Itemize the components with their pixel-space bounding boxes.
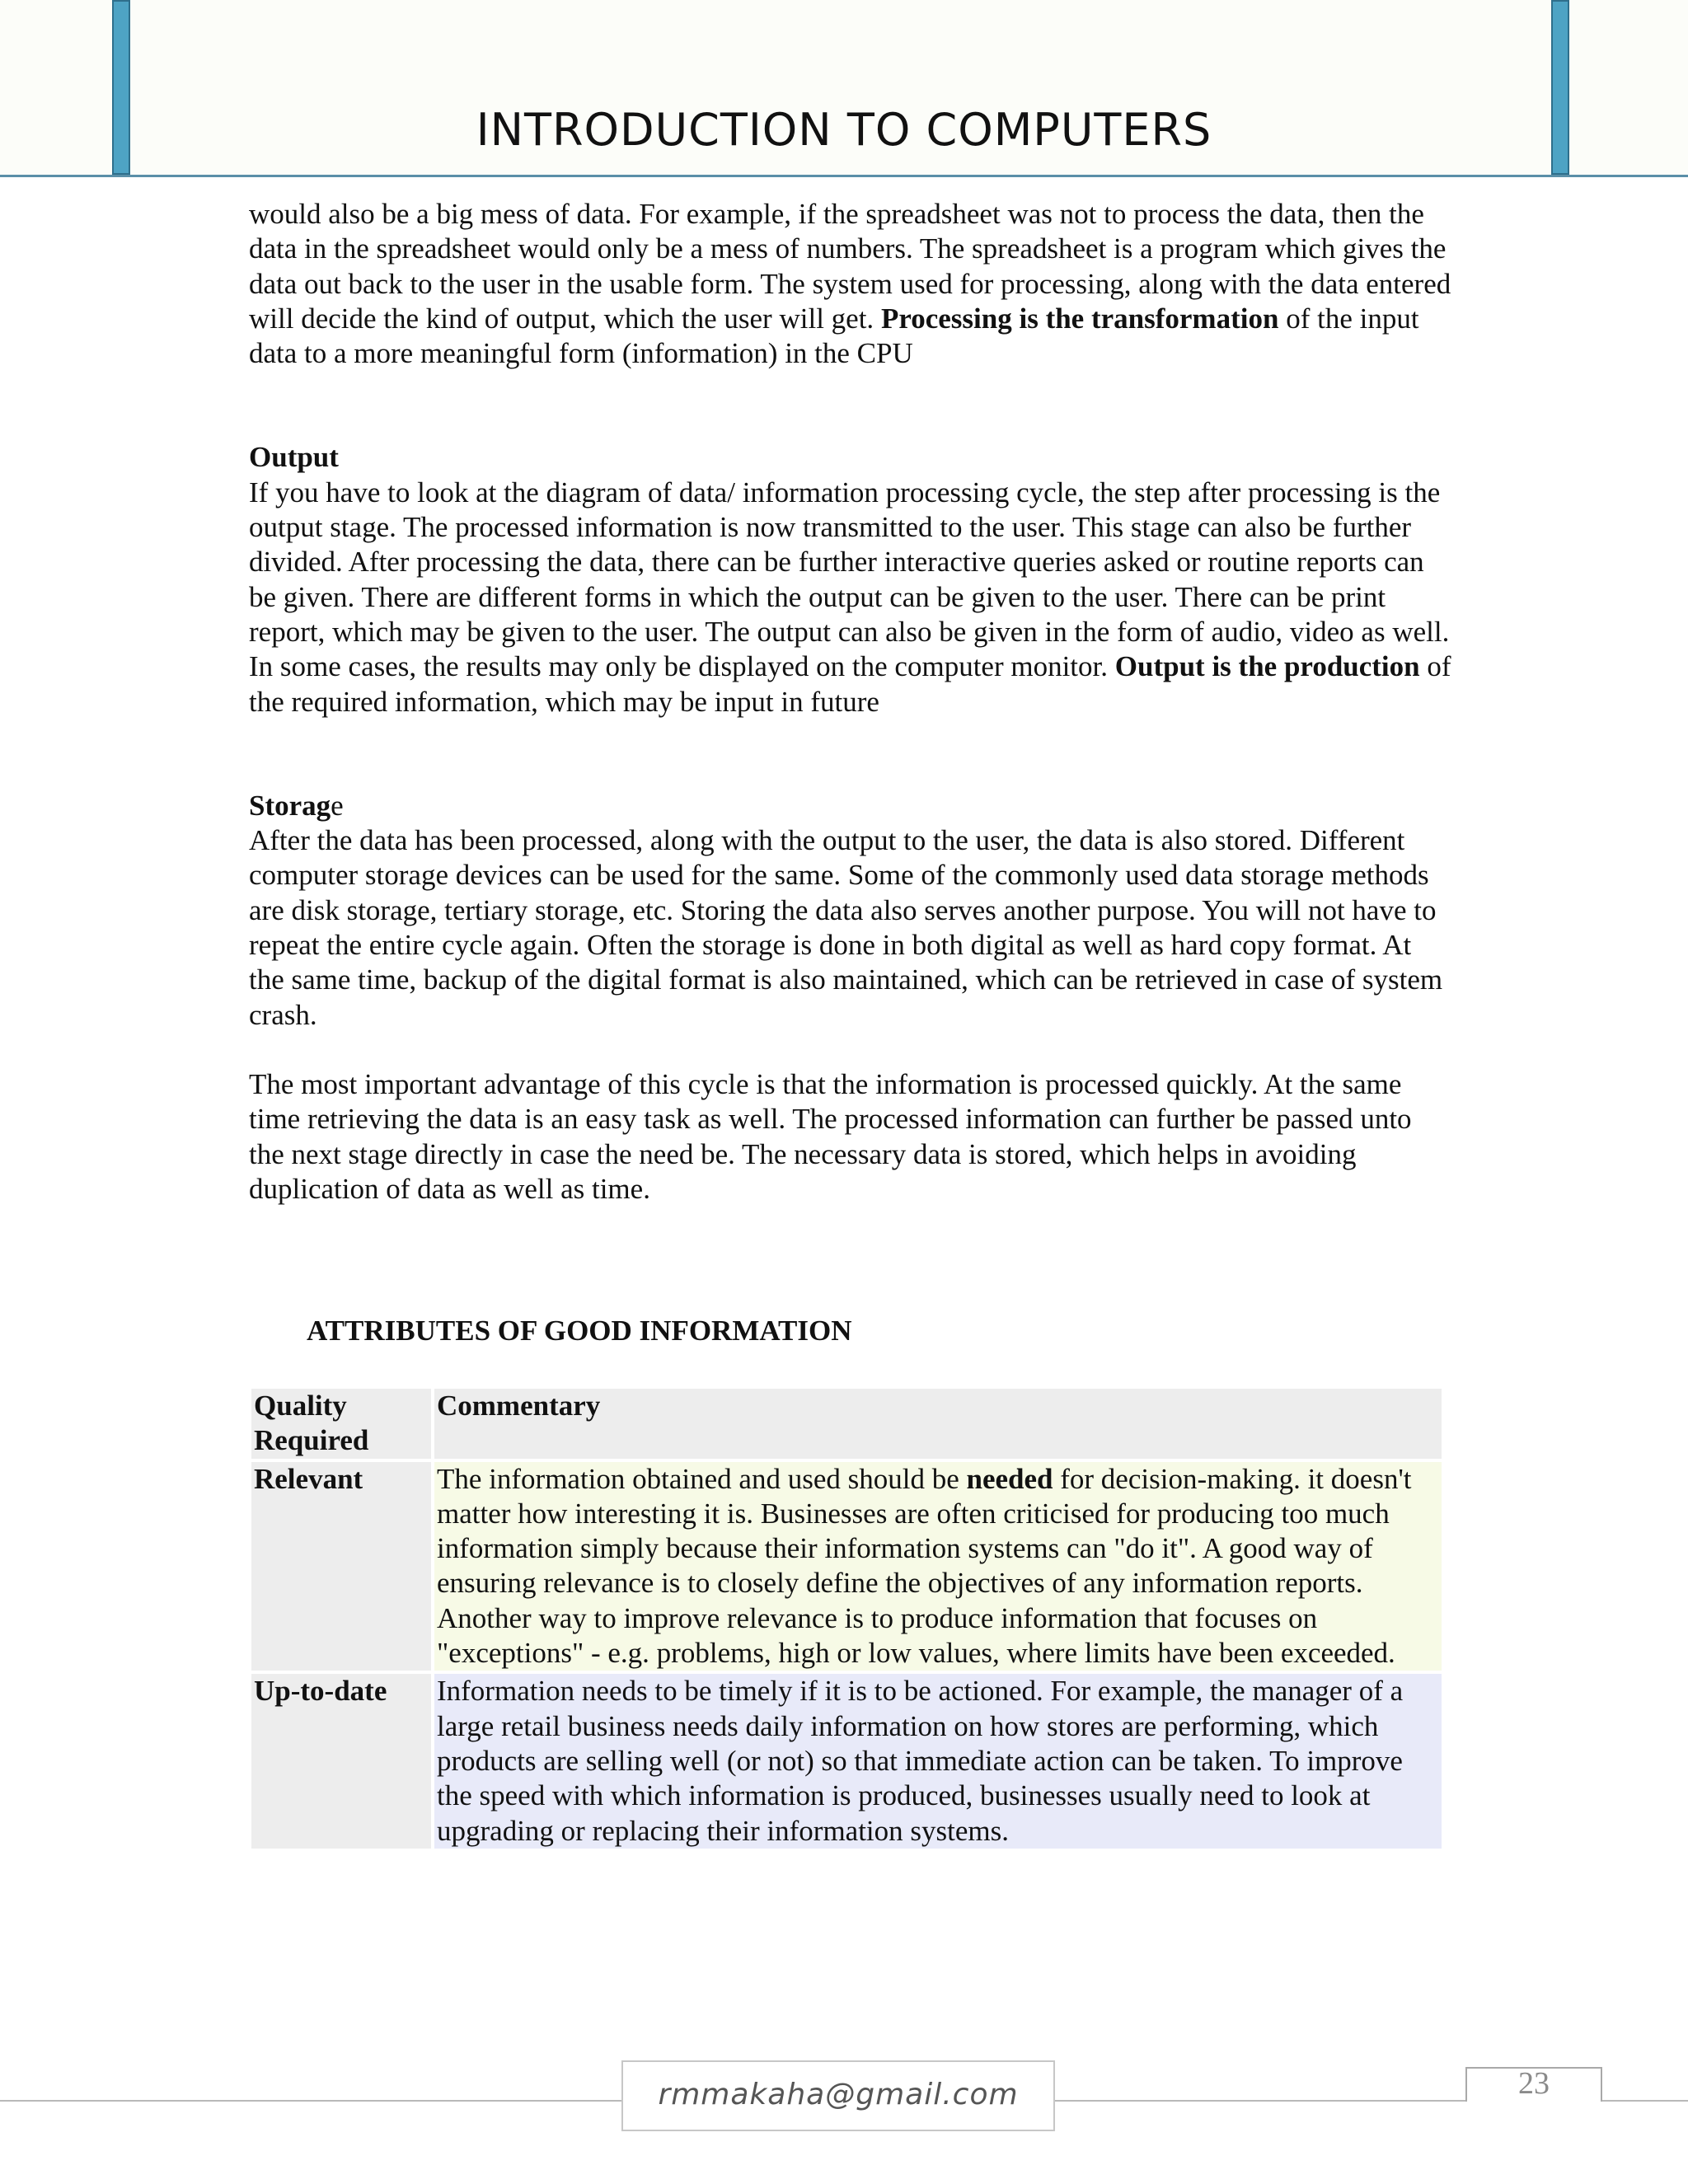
output-paragraph [249,476,1452,719]
storage-paragraph-1: After the data has been processed, along with the output to the user, the data is also stored. Different computer storage devices can be used for the same. Some of the commonly used data storage methods are disk storage, tertiary storage, etc. Storing the data also serves another purpose. You will not have to repeat the entire cycle again. Often the storage is done in both digital as well as hard copy format. At the same time, backup of the digital format is also maintained, which can be retrieved in case of system crash. [249,824,1443,1031]
intro-bold-text: Processing is the transformation [880,302,1279,335]
footer-rule-middle [1055,2100,1465,2102]
output-text-end: of the required information, which may be input in future [249,650,1451,718]
storage-paragraph-2: The most important advantage of this cycle is that the information is processed quickly. At the same time retrieving the data is an easy task as well. The processed information can further be passed unto the next stage directly in case the need be. The necessary data is stored, which helps in avoiding duplication of data as well as time. [249,1067,1412,1205]
commentary-bold-text: needed [966,1462,1053,1495]
attributes-heading: ATTRIBUTES OF GOOD INFORMATION [307,1315,852,1347]
header-commentary: Commentary [434,1389,1442,1459]
commentary-text: Information needs to be timely if it is to be actioned. For example, the manager of a large retail business needs daily information on how stores are performing, which products are selling well (or not) so that immediate action can be taken. To improve the speed with which information is produced, businesses usually need to look at upgrading or replacing their information systems. [437,1675,1404,1847]
commentary-text: The information obtained and used should be [437,1462,967,1495]
footer-email: rmmakaha@gmail.com [621,2060,1055,2131]
header-quality-required: Quality Required [251,1389,431,1459]
page-header [0,0,1688,177]
storage-heading [249,789,1452,823]
output-bold-text: Output is the production [1114,650,1420,683]
quality-cell-up-to-date: Up-to-date [251,1674,431,1848]
commentary-text-end: for decision-making. it doesn't matter how interesting it is. Businesses are often criticised for producing too much information simply because their information systems can "do it". A good way of ensuring relevance is to closely define the objectives of any information reports. Another way to improve relevance is to produce information that focuses on "exceptions" - e.g. problems, high or low values, where limits have been exceeded. [437,1462,1412,1670]
storage-heading-bold: Storag [249,789,331,822]
intro-text: would also be a big mess of data. For example, if the spreadsheet was not to process the data, then the data in the spreadsheet would only be a mess of numbers. The spreadsheet is a program which gives the data out back to the user in the usable form. The system used for processing, along with the data entered will decide the kind of output, which the user will get. [249,198,1451,335]
table-header-row [251,1389,1442,1459]
document-body [249,197,1452,1207]
table-row [251,1674,1442,1848]
footer-rule-left [0,2100,621,2102]
table-row [251,1462,1442,1671]
commentary-cell-relevant [434,1462,1442,1671]
page-number: 23 [1465,2067,1602,2102]
commentary-cell-up-to-date [434,1674,1442,1848]
intro-text-end: of the input data to a more meaningful form (information) in the CPU [249,302,1419,370]
attributes-table [248,1385,1445,1852]
quality-cell-relevant: Relevant [251,1462,431,1671]
storage-heading-rest: e [331,789,344,822]
intro-paragraph [249,197,1452,371]
output-text: If you have to look at the diagram of data/ information processing cycle, the step after processing is the output stage. The processed information is now transmitted to the user. This stage can also be further divided. After processing the data, there can be further interactive queries asked or routine reports can be given. There are different forms in which the output can be given to the user. There can be print report, which may be given to the user. The output can also be given in the form of audio, video as well. In some cases, the results may only be displayed on the computer monitor. [249,476,1450,683]
header-title: INTRODUCTION TO COMPUTERS [476,104,1212,156]
footer-rule-right [1602,2100,1688,2102]
output-heading: Output [249,441,339,474]
